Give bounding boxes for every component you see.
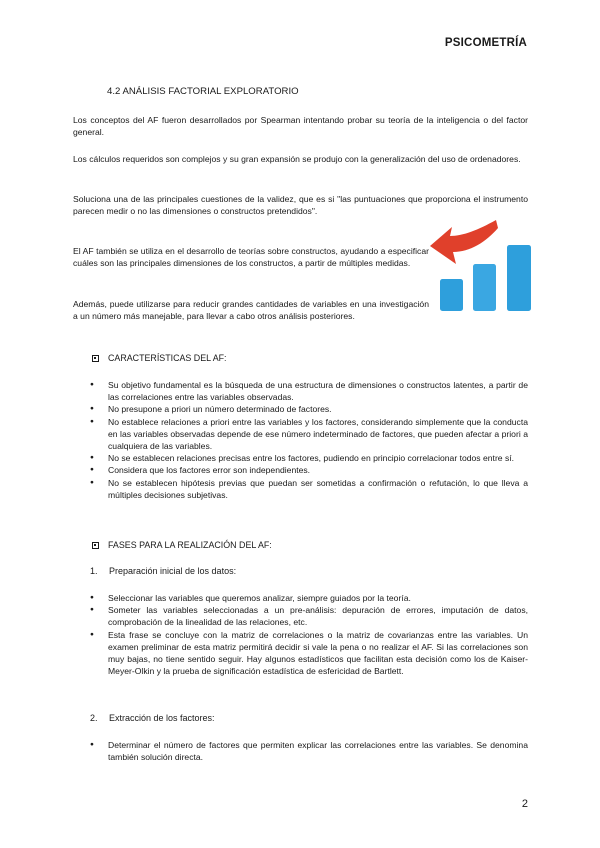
step-title: Preparación inicial de los datos: [109,566,237,576]
list-item: ● No se establecen relaciones precisas entre los factores, pudiendo en principio correlacionar todos entre sí. [90,452,528,464]
paragraph-spearman: Los conceptos del AF fueron desarrollados por Spearman intentando probar su teoría de la inteligencia o del factor general. [73,115,528,138]
growth-chart-illustration [428,212,536,316]
checkbox-bullet-icon [92,355,99,362]
list-item: ● No presupone a priori un número determinado de factores. [90,403,528,415]
paragraph-constructs: El AF también se utiliza en el desarrollo de teorías sobre constructos, ayudando a especificar cuáles son las principales dimensiones de los constructos, a partir de múltiples medidas. [73,246,429,269]
step-number: 2. [90,713,98,723]
phases-heading [92,540,272,550]
header-title: PSICOMETRÍA [444,37,527,49]
step-2-heading [90,713,215,723]
down-arrow-icon [430,220,498,264]
phases-heading-label: FASES PARA LA REALIZACIÓN DEL AF: [108,540,272,550]
list-item: ● Seleccionar las variables que queremos analizar, siempre guiados por la teoría. [90,592,528,604]
characteristics-heading-label: CARACTERÍSTICAS DEL AF: [108,353,227,363]
characteristics-heading [92,353,227,363]
characteristics-list [90,379,528,501]
list-item: ● Esta frase se concluye con la matriz de correlaciones o la matriz de covarianzas entre las variables. Un examen preliminar de esta matriz permitirá decidir si vale la pena o no realizar el AF. Si las correlaciones son muy bajas, no tiene sentido seguir. Hay algunos estadísticos que facilitan esta decisión como los de Kaiser-Meyer-Olkin y la prueba de significación estadística de esfericidad de Bartlett. [90,629,528,678]
bar-large [507,245,531,311]
bar-medium [473,264,496,311]
list-item: ● Determinar el número de factores que permiten explicar las correlaciones entre las variables. Se denomina también solución directa. [90,739,528,763]
page-number: 2 [521,798,528,810]
bar-small [440,279,463,311]
list-item: ● No se establecen hipótesis previas que puedan ser sometidas a confirmación o refutación, lo que lleva a múltiples decisiones subjetivas. [90,477,528,501]
list-item: ● Su objetivo fundamental es la búsqueda de una estructura de dimensiones o constructos latentes, a partir de las correlaciones entre las variables observadas. [90,379,528,403]
paragraph-validity: Soluciona una de las principales cuestiones de la validez, que es si "las puntuaciones que proporciona el instrumento parecen medir o no las dimensiones o constructos pretendidos". [73,194,528,217]
list-item: ● Considera que los factores error son independientes. [90,464,528,476]
checkbox-bullet-icon [92,542,99,549]
section-title: 4.2 ANÁLISIS FACTORIAL EXPLORATORIO [107,86,299,97]
paragraph-reduction: Además, puede utilizarse para reducir grandes cantidades de variables en una investigación a un número más manejable, para llevar a cabo otros análisis posteriores. [73,299,429,322]
paragraph-computing: Los cálculos requeridos son complejos y su gran expansión se produjo con la generalización del uso de ordenadores. [73,154,521,164]
step-1-heading [90,566,236,576]
step-title: Extracción de los factores: [109,713,215,723]
step-2-list [90,739,528,763]
step-1-list [90,592,528,677]
step-number: 1. [90,566,98,576]
list-item: ● No establece relaciones a priori entre las variables y los factores, considerando simplemente que la conducta en las variables observadas depende de ese número indeterminado de factores, que pueden afectar a priori a cualquiera de las variables. [90,416,528,453]
list-item: ● Someter las variables seleccionadas a un pre-análisis: depuración de errores, imputación de datos, comprobación de la linealidad de las relaciones, etc. [90,604,528,628]
